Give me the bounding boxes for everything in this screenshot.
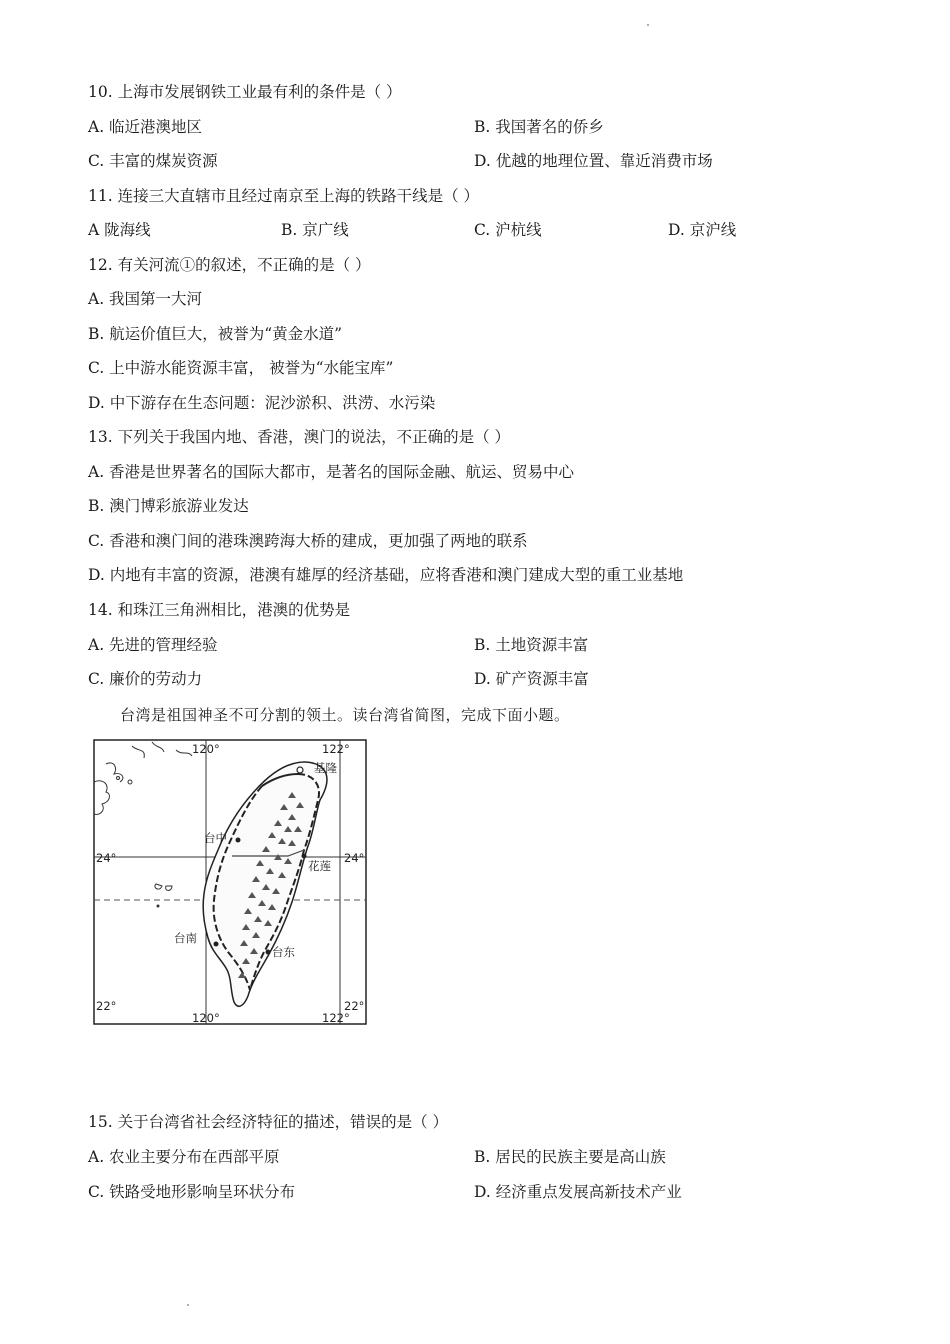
taitung-marker	[266, 950, 271, 955]
question-10-stem: 10. 上海市发展钢铁工业最有利的条件是（ ）	[88, 83, 402, 101]
question-13-option-d: D. 内地有丰富的资源，港澳有雄厚的经济基础，应将香港和澳门建成大型的重工业基地	[88, 566, 684, 584]
mainland-islands	[106, 742, 192, 782]
page-artifact-dot	[647, 24, 649, 26]
taiwan-map	[92, 738, 368, 1028]
city-label-keelung: 基隆	[314, 761, 337, 775]
question-15-option-d: D. 经济重点发展高新技术产业	[474, 1183, 682, 1201]
islet	[128, 780, 132, 784]
lon-label-top-left: 120°	[192, 742, 220, 756]
mainland-coast	[94, 781, 109, 815]
question-15-option-b: B. 居民的民族主要是高山族	[474, 1148, 666, 1166]
lat-label-bottom-left: 22°	[96, 999, 117, 1013]
lat-label-right: 24°	[344, 851, 365, 865]
question-15-stem: 15. 关于台湾省社会经济特征的描述，错误的是（ ）	[88, 1113, 449, 1131]
city-label-tainan: 台南	[174, 931, 197, 945]
taichung-marker	[236, 838, 241, 843]
question-10-option-a: A. 临近港澳地区	[88, 118, 203, 136]
question-10-option-d: D. 优越的地理位置、靠近消费市场	[474, 152, 713, 170]
lon-label-top-right: 122°	[322, 742, 350, 756]
question-13-option-a: A. 香港是世界著名的国际大都市，是著名的国际金融、航运、贸易中心	[88, 463, 575, 481]
question-12-option-a: A. 我国第一大河	[88, 290, 203, 308]
question-10-option-c: C. 丰富的煤炭资源	[88, 152, 218, 170]
lat-label-bottom-right: 22°	[344, 999, 365, 1013]
islet	[117, 777, 120, 780]
question-15-option-c: C. 铁路受地形影响呈环状分布	[88, 1183, 296, 1201]
question-12-option-b: B. 航运价值巨大，被誉为“黄金水道”	[88, 325, 343, 343]
question-12-option-d: D. 中下游存在生态问题：泥沙淤积、洪涝、水污染	[88, 394, 436, 412]
lat-label-left: 24°	[96, 851, 117, 865]
city-label-taitung: 台东	[272, 945, 295, 959]
taiwan-outline	[203, 762, 327, 1006]
penghu-islands	[155, 884, 172, 891]
question-13-option-c: C. 香港和澳门间的港珠澳跨海大桥的建成，更加强了两地的联系	[88, 532, 528, 550]
question-14-option-c: C. 廉价的劳动力	[88, 670, 203, 688]
hualien-marker	[302, 854, 307, 859]
question-12-stem: 12. 有关河流①的叙述，不正确的是（ ）	[88, 256, 371, 274]
lon-label-bottom-right: 122°	[322, 1011, 350, 1025]
question-13-stem: 13. 下列关于我国内地、香港，澳门的说法，不正确的是（ ）	[88, 428, 511, 446]
city-label-taichung: 台中	[204, 831, 227, 845]
page-artifact-dot	[187, 1304, 189, 1306]
tainan-marker	[214, 942, 219, 947]
question-14-stem: 14. 和珠江三角洲相比，港澳的优势是	[88, 601, 351, 619]
city-label-hualien: 花莲	[308, 859, 331, 873]
question-14-option-d: D. 矿产资源丰富	[474, 670, 589, 688]
question-15-option-a: A. 农业主要分布在西部平原	[88, 1148, 280, 1166]
lon-label-bottom-left: 120°	[192, 1011, 220, 1025]
question-14-option-a: A. 先进的管理经验	[88, 636, 218, 654]
question-10-option-b: B. 我国著名的侨乡	[474, 118, 604, 136]
question-11-option-b: B. 京广线	[281, 221, 349, 239]
question-11-option-d: D. 京沪线	[668, 221, 737, 239]
question-13-option-b: B. 澳门博彩旅游业发达	[88, 497, 249, 515]
reading-intro: 台湾是祖国神圣不可分割的领土。读台湾省简图，完成下面小题。	[120, 706, 570, 724]
islet	[157, 905, 160, 908]
question-11-option-c: C. 沪杭线	[474, 221, 542, 239]
question-11-stem: 11. 连接三大直辖市且经过南京至上海的铁路干线是（ ）	[88, 187, 480, 205]
question-11-option-a: A 陇海线	[88, 221, 151, 239]
keelung-marker	[297, 767, 303, 773]
question-12-option-c: C. 上中游水能资源丰富， 被誉为“水能宝库”	[88, 359, 394, 377]
question-14-option-b: B. 土地资源丰富	[474, 636, 589, 654]
